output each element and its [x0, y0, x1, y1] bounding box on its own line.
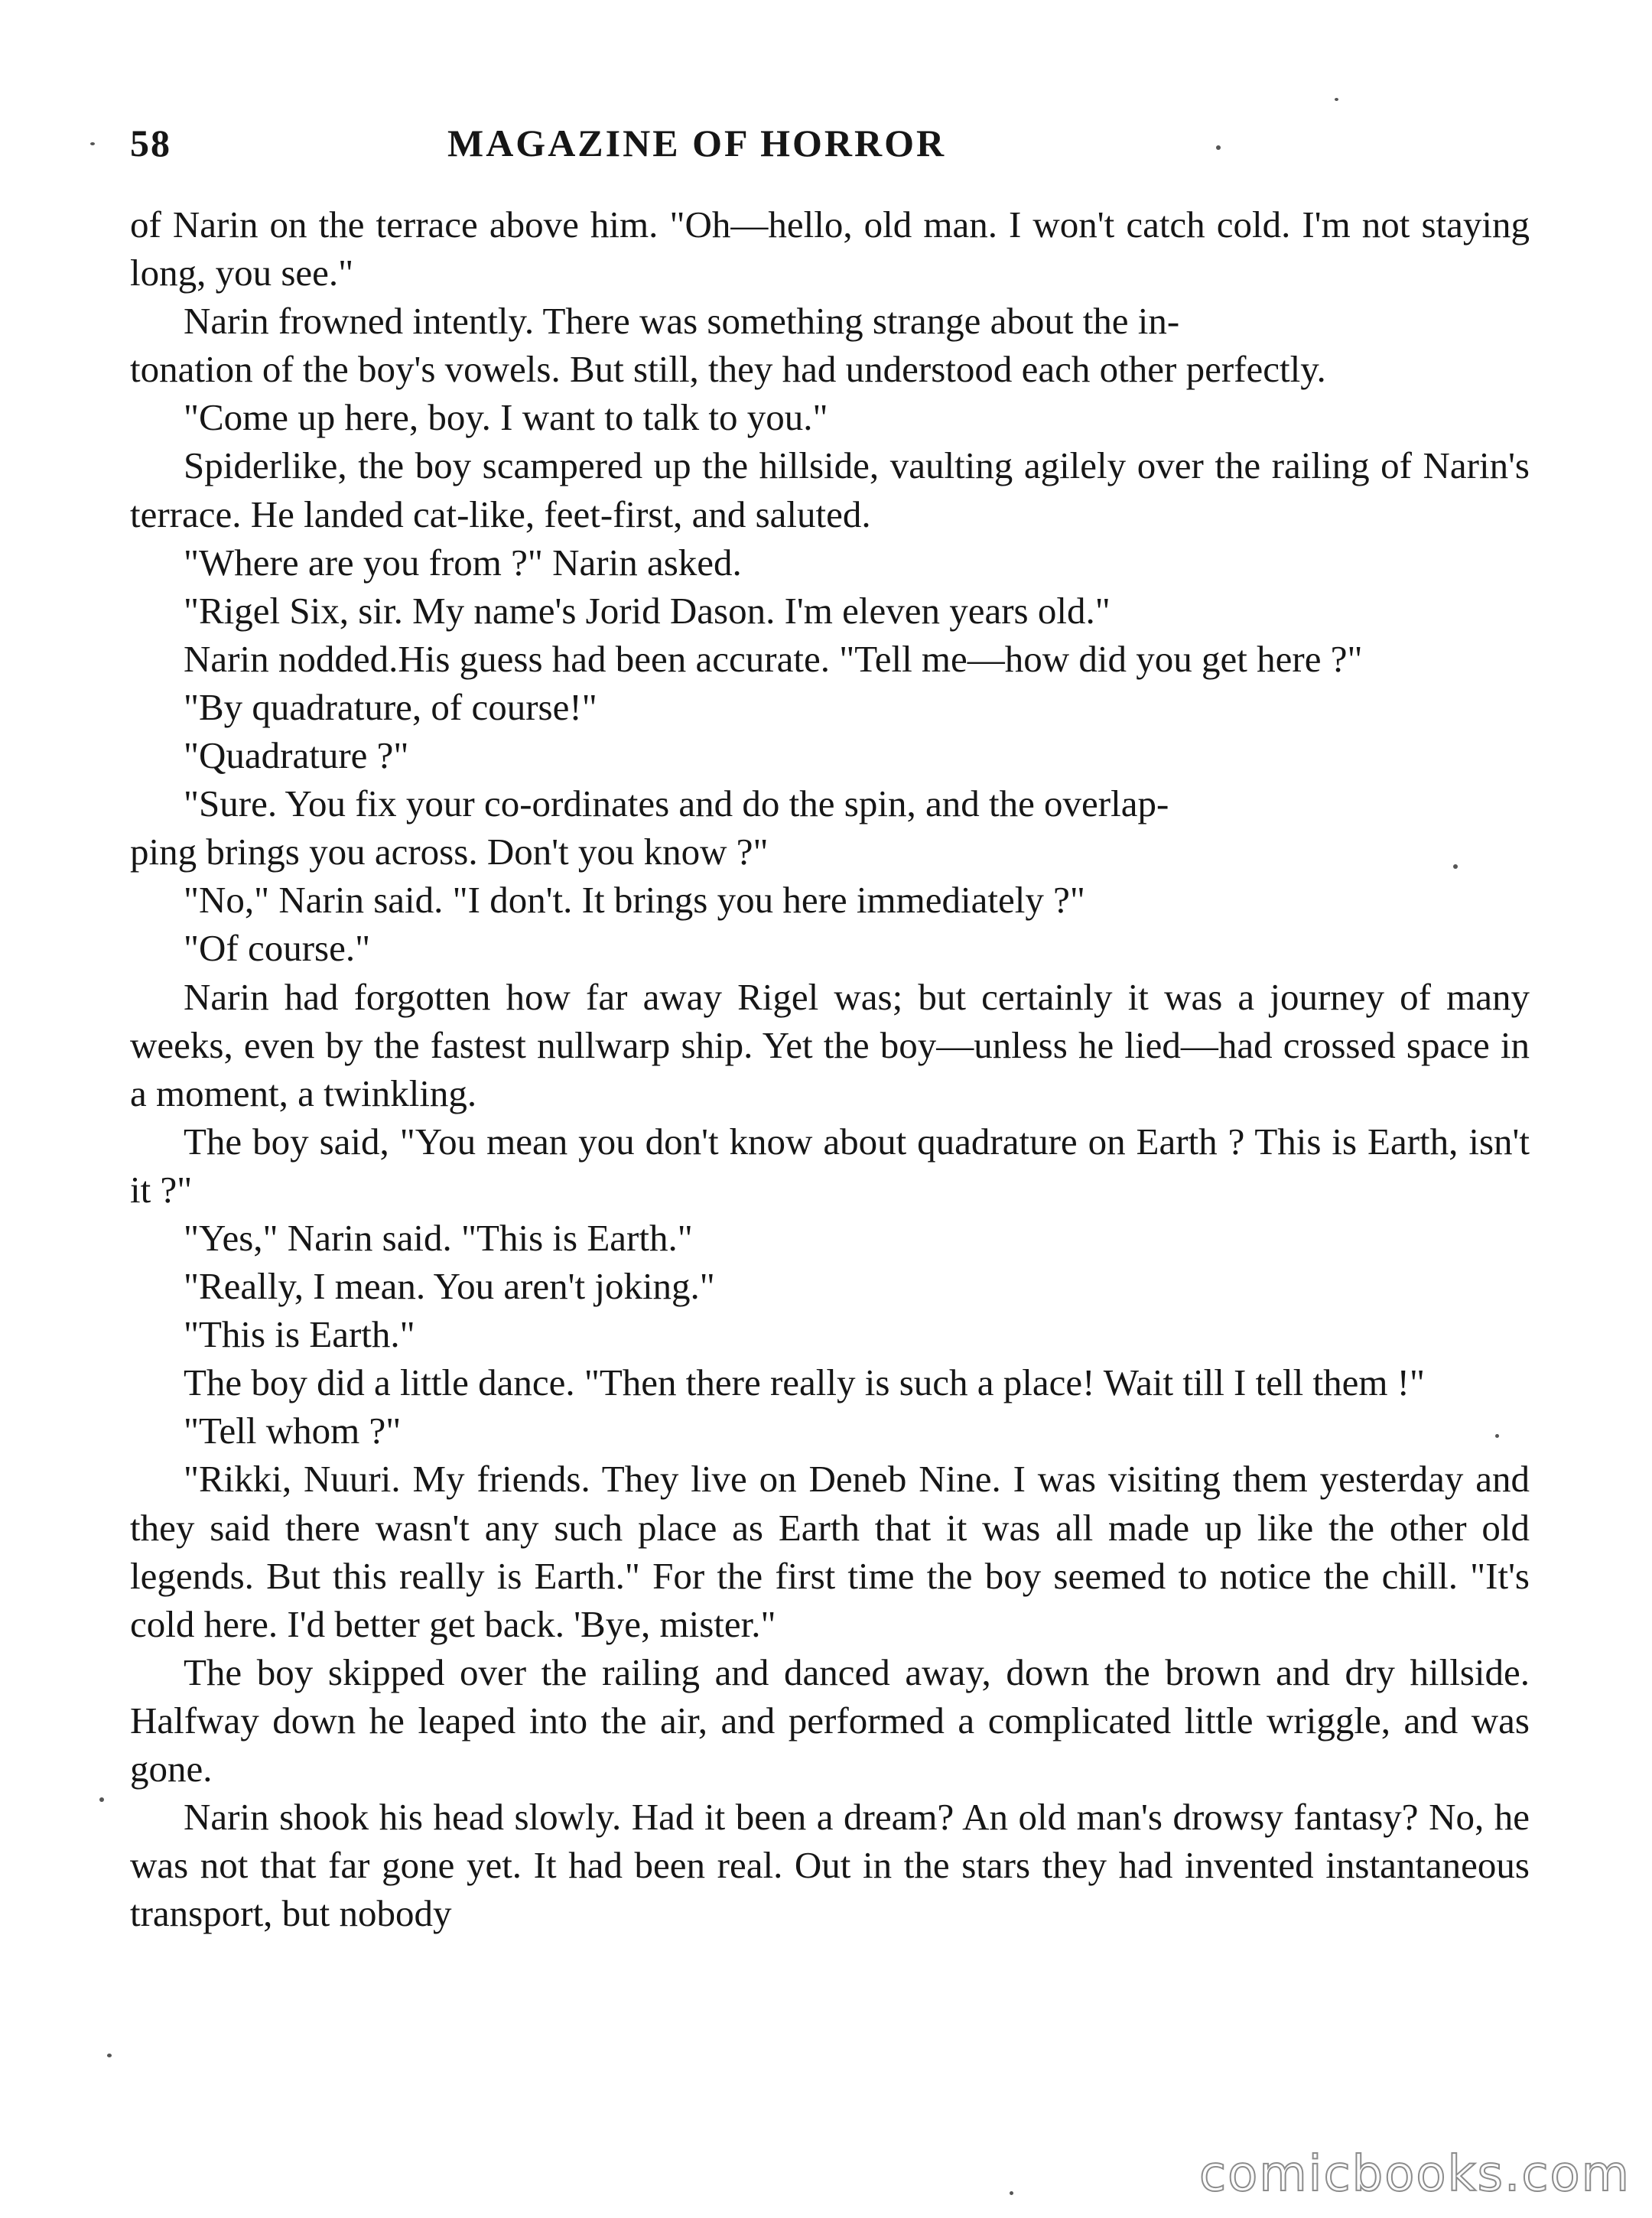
print-speck — [1216, 145, 1221, 150]
print-speck — [1453, 864, 1458, 869]
paragraph: Narin shook his head slowly. Had it been a dream? An old man's drowsy fantasy? No, he was not that far gone yet. It had been real. Out in the stars they had invented instantaneous transport, but nobody — [130, 1796, 1530, 1935]
print-speck — [1010, 2191, 1013, 2195]
paragraph: Narin had forgotten how far away Rigel was; but certainly it was a journey of many weeks, even by the fastest nullwarp ship. Yet the boy—unless he lied—had crossed space in a moment, a twinkling. — [130, 975, 1530, 1114]
paragraph: "Of course." — [184, 927, 371, 970]
paragraph: "This is Earth." — [184, 1313, 415, 1356]
paragraph: "Come up here, boy. I want to talk to you." — [184, 396, 828, 439]
paragraph: Narin nodded.His guess had been accurate. "Tell me—how did you get here ?" — [184, 637, 1363, 680]
page-number: 58 — [130, 122, 171, 164]
paragraph: "Where are you from ?" Narin asked. — [184, 541, 742, 584]
paragraph: The boy skipped over the railing and danced away, down the brown and dry hillside. Halfway down he leaped into the air, and performed a complicated little wriggle, and was gone. — [130, 1650, 1530, 1790]
paragraph: The boy did a little dance. "Then there really is such a place! Wait till I tell them !" — [184, 1361, 1426, 1404]
paragraph: "No," Narin said. "I don't. It brings you here immediately ?" — [184, 879, 1085, 922]
paragraph: of Narin on the terrace above him. "Oh—hello, old man. I won't catch cold. I'm not staying long, you see." — [130, 203, 1530, 294]
running-head: MAGAZINE OF HORROR — [447, 122, 947, 164]
paragraph: Spiderlike, the boy scampered up the hillside, vaulting agilely over the railing of Narin's terrace. He landed cat-like, feet-first, and saluted. — [130, 444, 1530, 535]
paragraph: "Tell whom ?" — [184, 1410, 402, 1452]
paragraph: "Rigel Six, sir. My name's Jorid Dason. I'm eleven years old." — [184, 589, 1111, 632]
paragraph: "By quadrature, of course!" — [184, 685, 597, 728]
paragraph: "Yes," Narin said. "This is Earth." — [184, 1216, 693, 1259]
paragraph: The boy said, "You mean you don't know about quadrature on Earth ? This is Earth, isn't it ?" — [130, 1120, 1530, 1211]
print-speck — [90, 142, 95, 145]
paragraph: "Really, I mean. You aren't joking." — [184, 1265, 715, 1308]
story-text — [130, 200, 1530, 1937]
print-speck — [107, 2054, 112, 2057]
paragraph: "Sure. You fix your co-ordinates and do the spin, and the overlap- ping brings you across. Don't you know ?" — [130, 782, 1169, 873]
page-header — [130, 121, 1124, 174]
print-speck — [1495, 1434, 1499, 1438]
watermark: comicbooks.com — [1198, 2146, 1631, 2203]
paragraph: "Rikki, Nuuri. My friends. They live on Deneb Nine. I was visiting them yesterday and they said there wasn't any such place as Earth that it was all made up like the other old legends. But this really is Earth." For the first time the boy seemed to notice the chill. "It's cold here. I'd better get back. 'Bye, mister." — [130, 1458, 1530, 1645]
paragraph: "Quadrature ?" — [184, 734, 409, 777]
print-speck — [99, 1797, 104, 1802]
paragraph: Narin frowned intently. There was something strange about the in- tonation of the boy's vowels. But still, they had understood each other perfectly. — [130, 300, 1326, 391]
print-speck — [1335, 98, 1338, 101]
